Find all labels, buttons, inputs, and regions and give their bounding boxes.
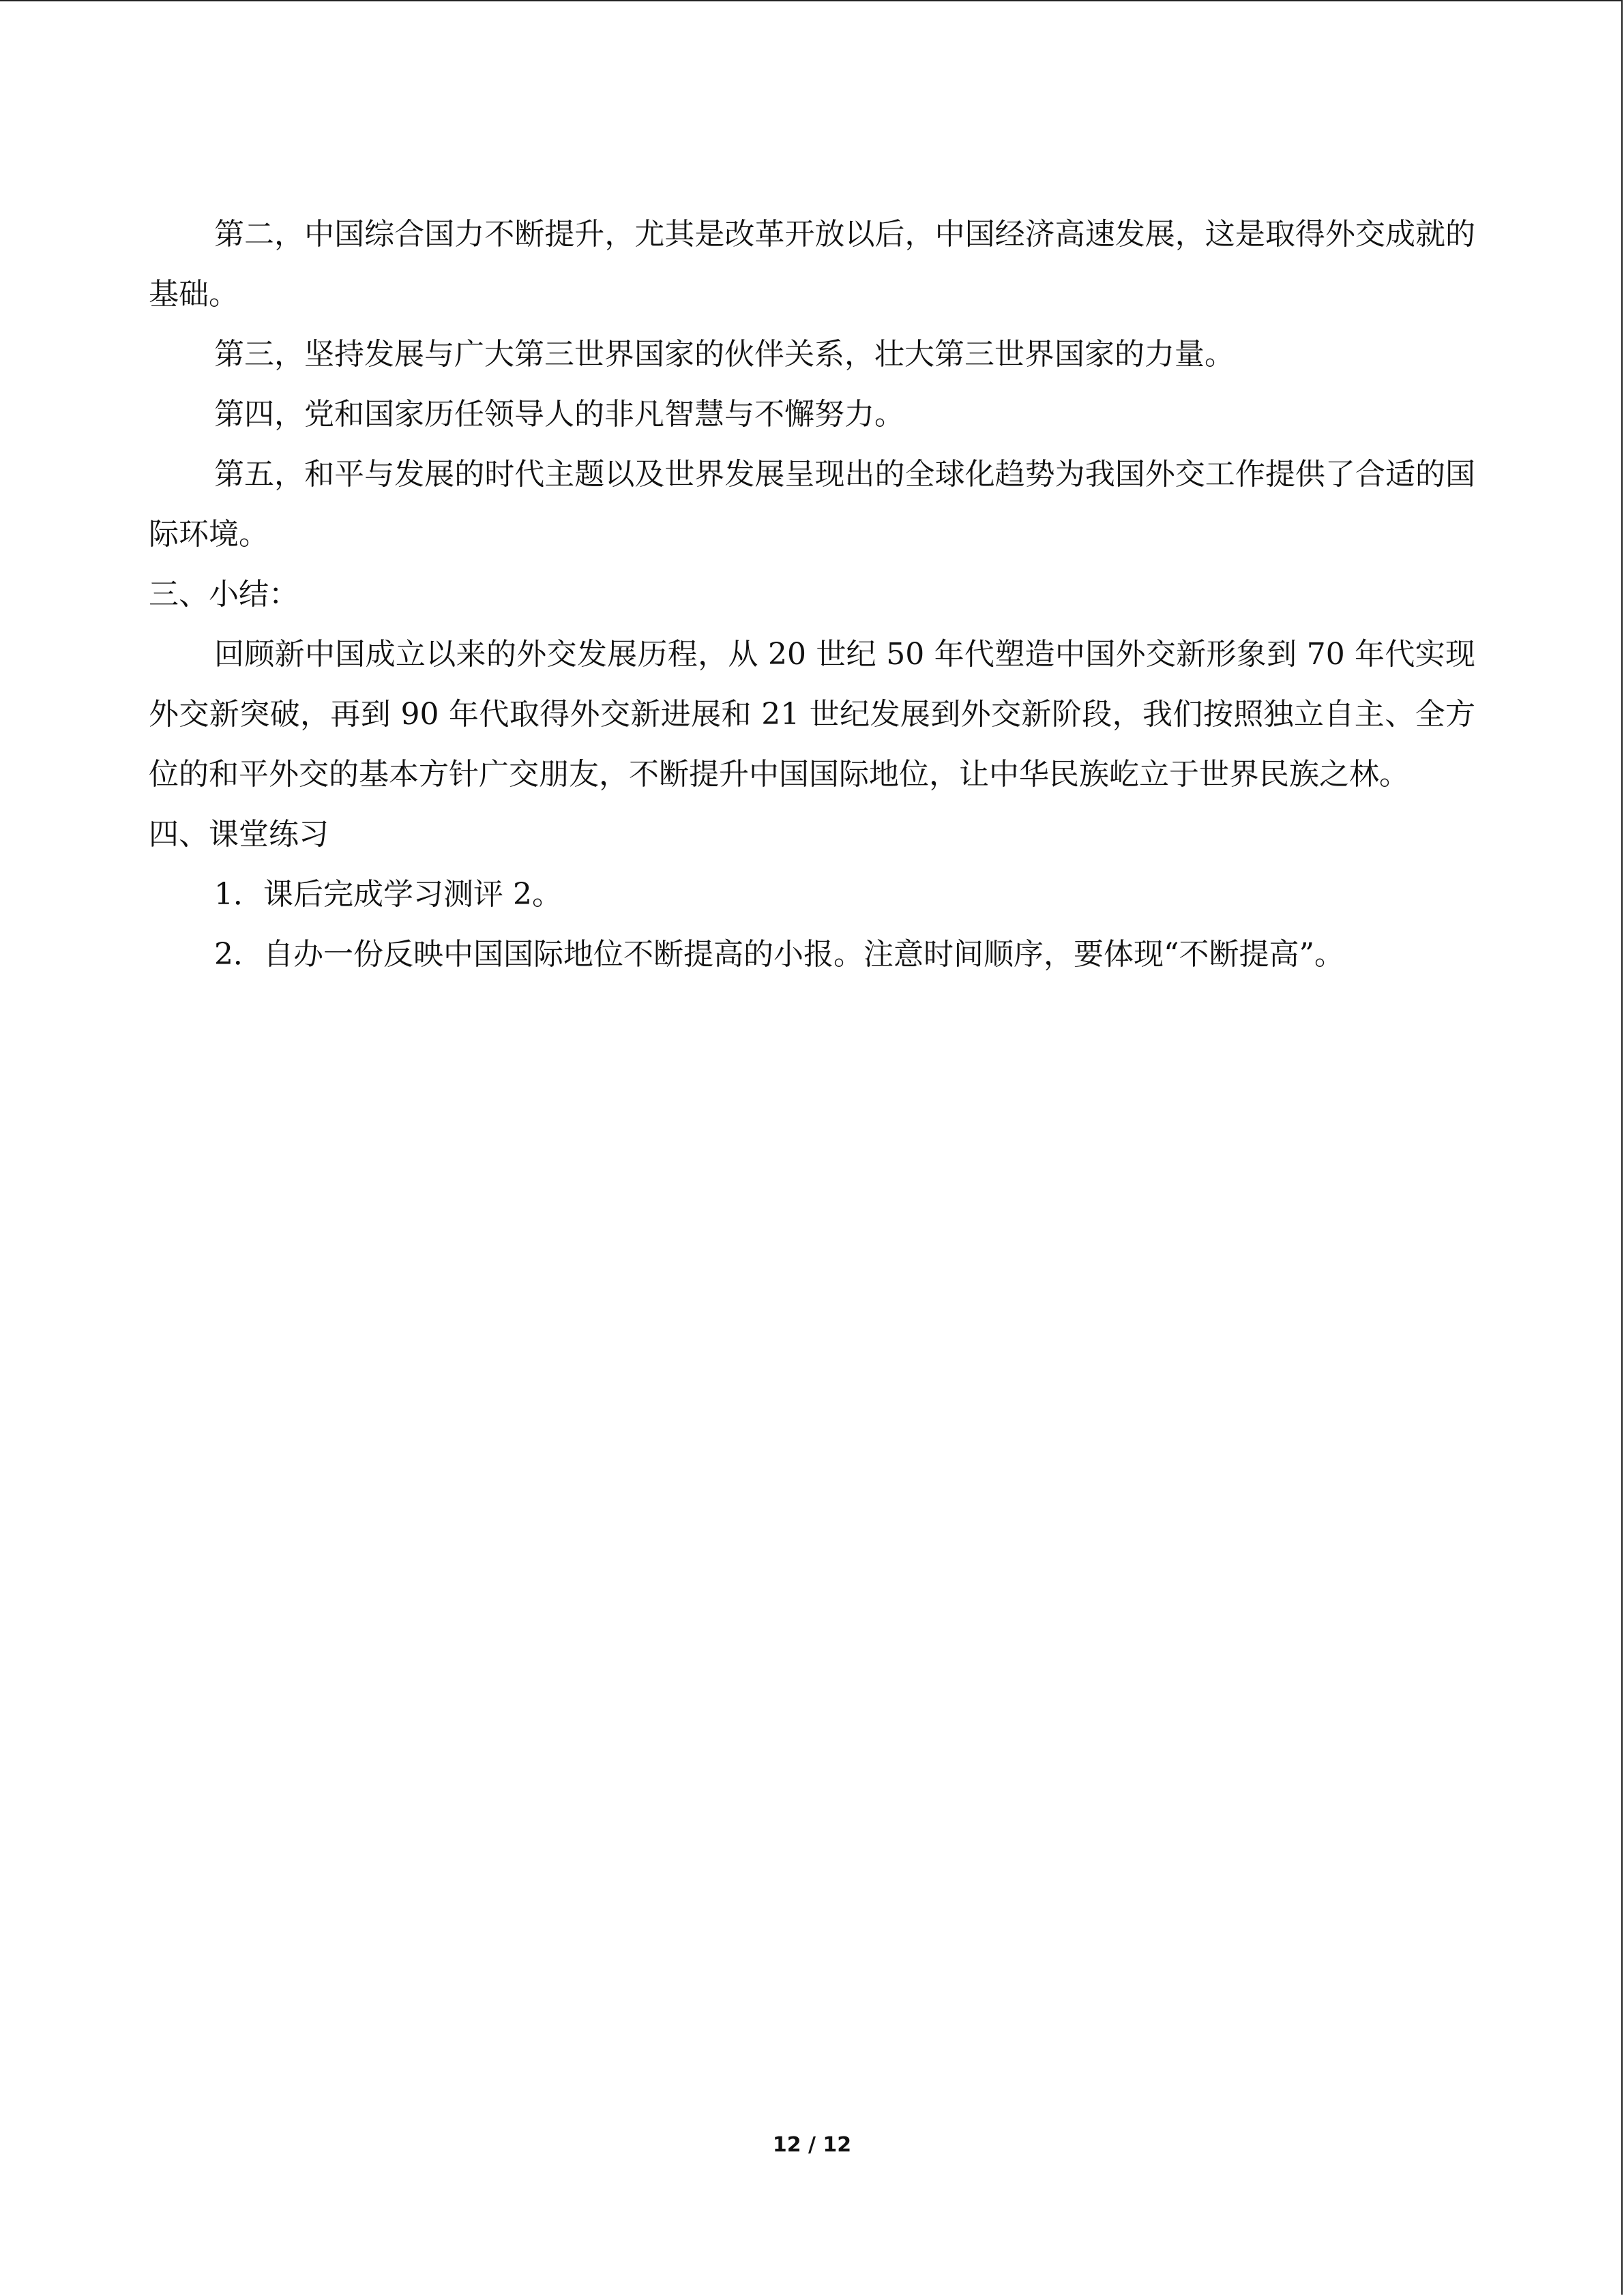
paragraph-point-four: 第四，党和国家历任领导人的非凡智慧与不懈努力。 [214,397,904,432]
section-heading-exercises: 四、课堂练习 [149,817,329,852]
exercise-item-2: 2．自办一份反映中国国际地位不断提高的小报。注意时间顺序，要体现“不断提高”。 [214,937,1344,972]
paragraph-summary: 回顾新中国成立以来的外交发展历程，从 20 世纪 50 年代塑造中国外交新形象到 70 年代实现外交新突破，再到 90 年代取得外交新进展和 21 世纪发展到外交新阶段，我们按照独立自主、全方位的和平外交的基本方针广交朋友，不断提升中国国际地位，让中华民族屹立于世界民族之林。 [149,637,1475,792]
document-body [149,205,1475,985]
section-heading-summary: 三、小结： [149,577,299,612]
exercise-item-1: 1．课后完成学习测评 2。 [214,877,562,912]
paragraph-point-five: 第五，和平与发展的时代主题以及世界发展呈现出的全球化趋势为我国外交工作提供了合适的国际环境。 [149,457,1475,552]
paragraph-point-two: 第二，中国综合国力不断提升，尤其是改革开放以后，中国经济高速发展，这是取得外交成就的基础。 [149,217,1475,312]
paragraph-point-three: 第三，坚持发展与广大第三世界国家的伙伴关系，壮大第三世界国家的力量。 [214,337,1235,372]
page-number: 12 / 12 [772,2133,852,2157]
